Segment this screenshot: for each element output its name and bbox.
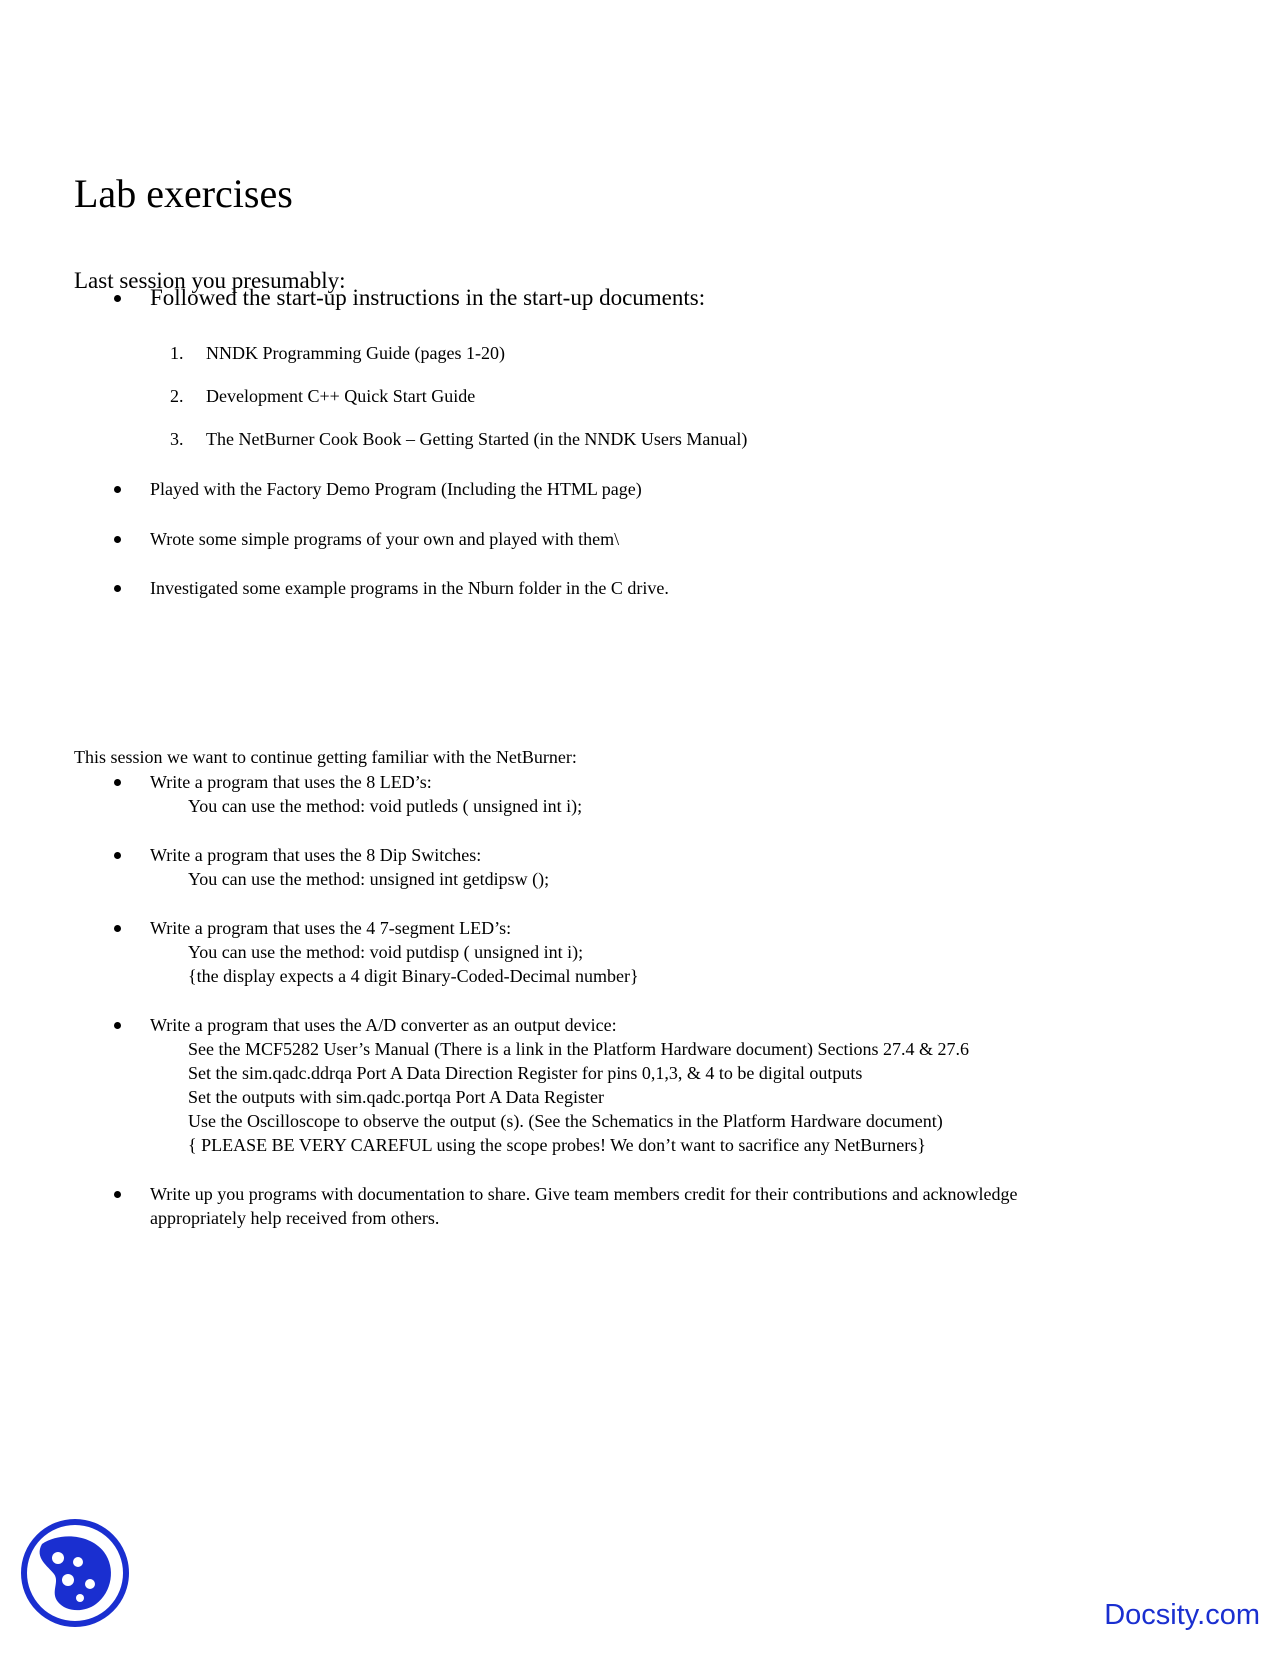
task-detail: See the MCF5282 User’s Manual (There is a link in the Platform Hardware document) Sections 27.4 & 27.6: [188, 1039, 970, 1059]
task-item: [0, 1182, 1280, 1206]
bullet-item: [0, 527, 1280, 551]
list-number: 3.: [170, 429, 184, 449]
this-session-intro: This session we want to continue getting familiar with the NetBurner:: [74, 747, 577, 767]
list-item: [0, 384, 1280, 408]
list-item: [0, 341, 1280, 365]
task-item: [0, 1013, 1280, 1037]
bullet-text: Followed the start-up instructions in the start-up documents:: [150, 285, 706, 310]
list-text: The NetBurner Cook Book – Getting Started (in the NNDK Users Manual): [206, 429, 748, 449]
docsity-brand[interactable]: Docsity.com: [1104, 1599, 1260, 1631]
list-number: 2.: [170, 386, 184, 406]
last-session-intro: Last session you presumably:: [74, 268, 346, 293]
task-detail: You can use the method: unsigned int getdipsw ();: [188, 869, 550, 889]
task-detail: You can use the method: void putdisp ( unsigned int i);: [188, 942, 584, 962]
page-title: Lab exercises: [74, 171, 293, 216]
bullet-dot-icon: [114, 585, 121, 592]
task-detail: Set the sim.qadc.ddrqa Port A Data Direction Register for pins 0,1,3, & 4 to be digital outputs: [188, 1063, 863, 1083]
list-number: 1.: [170, 343, 184, 363]
bullet-text: Investigated some example programs in the Nburn folder in the C drive.: [150, 578, 669, 598]
logo-dot: [52, 1552, 64, 1564]
bullet-dot-icon: [114, 1022, 121, 1029]
bullet-item: [0, 477, 1280, 501]
list-text: NNDK Programming Guide (pages 1-20): [206, 343, 505, 363]
task-detail: Set the outputs with sim.qadc.portqa Port A Data Register: [188, 1087, 604, 1107]
bullet-dot-icon: [114, 779, 121, 786]
bullet-item: [0, 284, 1280, 312]
task-item: [0, 770, 1280, 794]
task-heading: Write a program that uses the 8 Dip Switches:: [150, 845, 482, 865]
docsity-logo-icon: [20, 1518, 130, 1628]
task-detail: {the display expects a 4 digit Binary-Coded-Decimal number}: [188, 966, 639, 986]
bullet-dot-icon: [114, 536, 121, 543]
bullet-item: [0, 576, 1280, 600]
docsity-logo-svg: [20, 1518, 130, 1628]
logo-dot: [85, 1579, 95, 1589]
task-heading: Write a program that uses the 4 7-segment LED’s:: [150, 918, 512, 938]
task-detail: You can use the method: void putleds ( unsigned int i);: [188, 796, 583, 816]
task-detail: appropriately help received from others.: [150, 1208, 440, 1228]
task-heading: Write a program that uses the A/D converter as an output device:: [150, 1015, 617, 1035]
bullet-text: Played with the Factory Demo Program (Including the HTML page): [150, 479, 642, 499]
bullet-dot-icon: [114, 1191, 121, 1198]
list-text: Development C++ Quick Start Guide: [206, 386, 476, 406]
bullet-dot-icon: [114, 852, 121, 859]
task-item: [0, 916, 1280, 940]
task-heading: Write a program that uses the 8 LED’s:: [150, 772, 432, 792]
bullet-dot-icon: [114, 295, 121, 302]
task-heading: Write up you programs with documentation to share. Give team members credit for their contributions and acknowledge: [150, 1184, 1018, 1204]
logo-dot: [73, 1557, 83, 1567]
logo-dot: [76, 1594, 84, 1602]
bullet-text: Wrote some simple programs of your own and played with them\: [150, 529, 620, 549]
bullet-dot-icon: [114, 486, 121, 493]
bullet-dot-icon: [114, 925, 121, 932]
task-item: [0, 843, 1280, 867]
logo-dot: [62, 1574, 74, 1586]
task-detail: Use the Oscilloscope to observe the output (s). (See the Schematics in the Platform Hardware document): [188, 1111, 943, 1131]
task-detail: { PLEASE BE VERY CAREFUL using the scope probes! We don’t want to sacrifice any NetBurners}: [188, 1135, 926, 1155]
list-item: [0, 427, 1280, 451]
